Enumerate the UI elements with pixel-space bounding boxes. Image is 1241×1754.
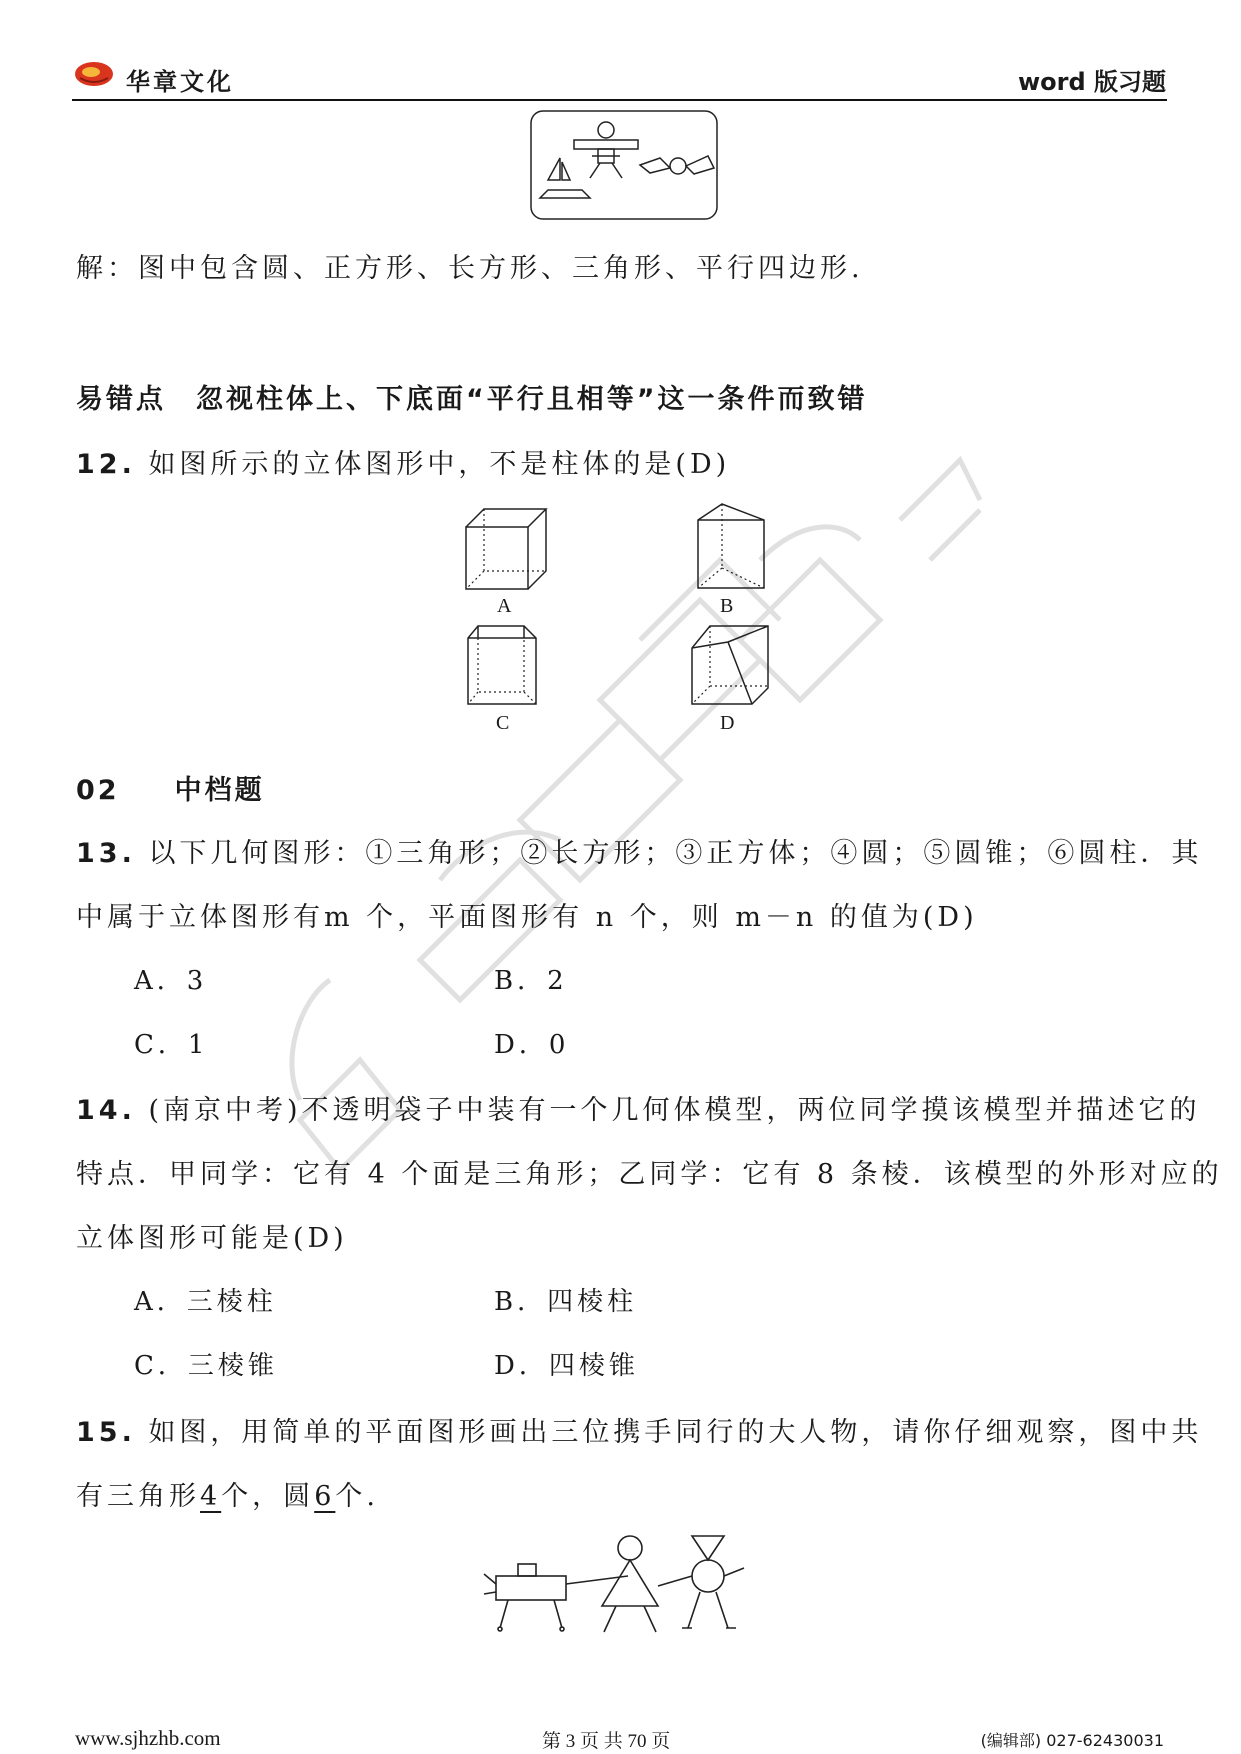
option-c: C．1 [134, 1030, 209, 1060]
figure-label-c: C [496, 712, 510, 734]
figure-stick-people [478, 1532, 758, 1642]
section-title: 中档题 [174, 775, 265, 806]
document-type: word 版习题 [1017, 68, 1166, 96]
figure-solid-a [460, 505, 550, 595]
question-number: 15. [76, 1417, 136, 1448]
question-14-line-3: 立体图形可能是(D) [76, 1223, 348, 1254]
figure-shapes-picture [530, 110, 720, 222]
footer-contact: (编辑部) 027-62430031 [980, 1731, 1164, 1750]
section-number: 02 [76, 775, 120, 806]
figure-label-d: D [720, 712, 735, 734]
question-text: 如图所示的立体图形中，不是柱体的是(D) [148, 449, 731, 480]
header-divider [72, 99, 1167, 101]
footer-website[interactable]: www.sjhzhb.com [75, 1726, 221, 1750]
question-number: 14. [76, 1095, 136, 1126]
figure-solid-c [464, 622, 540, 712]
question-number: 13. [76, 838, 136, 869]
figure-label-b: B [720, 595, 734, 617]
option-a: A．三棱柱 [134, 1287, 277, 1317]
section-error-prone: 易错点 忽视柱体上、下底面“平行且相等”这一条件而致错 [76, 384, 868, 415]
footer-page-info: 第 3 页 共 70 页 [542, 1731, 671, 1752]
option-b: B．四棱柱 [494, 1287, 638, 1317]
question-text: 以下几何图形：①三角形；②长方形；③正方体；④圆；⑤圆锥；⑥圆柱．其 [148, 838, 1203, 869]
option-b: B．2 [494, 966, 568, 996]
question-14-line-1 [76, 1088, 1201, 1127]
question-text: (南京中考)不透明袋子中装有一个几何体模型，两位同学摸该模型并描述它的 [148, 1095, 1201, 1126]
question-number: 12. [76, 449, 136, 480]
brand-name: 华章文化 [126, 68, 234, 96]
section-mid-level [76, 768, 265, 807]
option-d: D．0 [494, 1030, 570, 1060]
question-13-line-2: 中属于立体图形有m 个，平面图形有 n 个，则 m－n 的值为(D) [76, 902, 978, 933]
solution-11: 解：图中包含圆、正方形、长方形、三角形、平行四边形. [76, 253, 864, 284]
answer-triangles: 4 [200, 1481, 222, 1512]
question-15-line-1 [76, 1410, 1202, 1449]
question-12 [76, 442, 730, 481]
question-13-line-1 [76, 831, 1202, 870]
question-14-line-2: 特点．甲同学：它有 4 个面是三角形；乙同学：它有 8 条棱．该模型的外形对应的 [76, 1159, 1223, 1190]
question-15-line-2: 有三角形4个，圆6个. [76, 1481, 379, 1512]
figure-solid-b [694, 500, 770, 592]
figure-label-a: A [497, 595, 512, 617]
brand-logo-icon [74, 60, 114, 88]
option-a: A．3 [134, 966, 208, 996]
option-c: C．三棱锥 [134, 1351, 278, 1381]
answer-circles: 6 [314, 1481, 336, 1512]
figure-solid-d [688, 622, 772, 712]
option-d: D．四棱锥 [494, 1351, 639, 1381]
question-text: 如图，用简单的平面图形画出三位携手同行的大人物，请你仔细观察，图中共 [148, 1417, 1203, 1448]
